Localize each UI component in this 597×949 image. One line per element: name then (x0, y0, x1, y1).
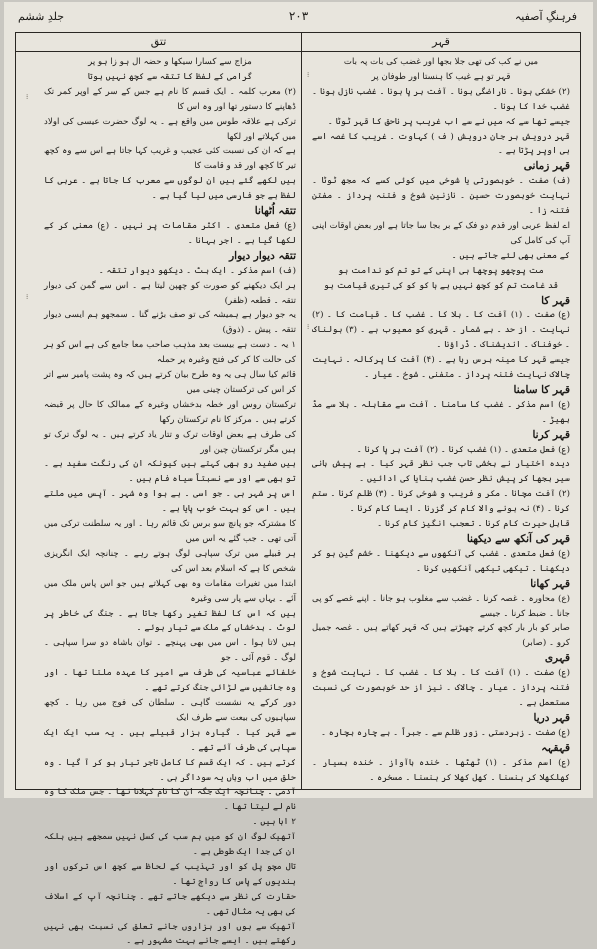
entry-text: اس پر شہر ہی ۔ جو اسی ۔ ہے ہوا وہ شہر ۔ آپس میں ملتے ہیں ۔ اس کو بہت خوب پایا ہے ۔ (44, 489, 296, 515)
entry-text: (ع) صفت ۔ زبردستی ۔ زور ظلم سے ۔ جبراً ۔ بے چارہ بچارہ ۔ (320, 727, 570, 738)
entry-text: آدمی ۔ چنانچہ ایک جگہ ان کا نام کہلاتا تھا ۔ جس ملک کا وہ نام لے لیتا تھا ۔ (44, 787, 296, 813)
entry-text: (ع) محاورہ ۔ غصہ کرنا ۔ غضب سے مغلوب ہو جانا ۔ اپنے غصے کو پی جانا ۔ ضبط کرنا ۔ جیسے (312, 593, 570, 619)
left-column-title: تتق (150, 35, 167, 48)
entry-text: (ع) فعل متعدی ۔ اکثر مقامات پر نہیں ۔ (ع) معنی کر کے لکھا گیا ہے ۔ اجر بہانا ۔ (44, 220, 296, 246)
entry-text: ہر قبیلے میں ترک سپاہی لوگ ہوتے رہے ۔ چنانچہ ایک انگریزی شخص کا ہے کہ اسلام بعد اس کی (44, 548, 296, 574)
entry-text: آتھیک سے ہوں اور ہزاروں جانے تعلق کی نسبت بھی نہیں رکھتے ہیں ۔ ایسے جانے بہت مشہور ہے ۔ (44, 921, 296, 947)
entry-headword: قہر زمانی (523, 160, 570, 173)
entry-text: قہر درویش بر جان درویش ( ف ) کہاوت ۔ غریب کا غصہ اسے ہی اوپر پڑتا ہے ۔ (312, 131, 570, 157)
entry-headword: قہری (544, 652, 570, 665)
entry-text: (۲) خشکی ہونا ۔ ناراضگی ہونا ۔ آفت بر پا ہونا ۔ غضب نازل ہونا ۔ غضب خدا کا ہونا ۔ (312, 86, 570, 112)
verse-line: قد غامت تم کو کچھ نہیں ہے ہا کو کو کی تیری قیامت ہو (323, 280, 559, 291)
entry-text: ترکستان روس اور خطہ بدخشاں وغیرہ کے ممالک کا حال پر قبضہ کرتے ہیں ۔ مرکز کا نام ترکستان رکھا (44, 399, 296, 425)
entry-text: جیسے قہر کا مینہ برس رہا ہے ۔ (۴) آفت کا پرکالہ ۔ نہایت چالاک نہایت فتنہ پرداز ۔ متفنی ۔ شوخ ۔ عیار ۔ (312, 355, 571, 381)
entry-headword: قہر کا (541, 294, 570, 307)
entry-text: خلفائے عباسیہ کی طرف سے امیر کا عہدہ ملتا تھا ۔ اور وہ جانشیں سے لڑائی جنگ کرتے تھے ۔ (44, 668, 296, 694)
left-column (44, 55, 296, 947)
entry-text: (۲) معرب کلمہ ۔ ایک قسم کا نام ہے جس کے سر کے اوپر کمر تک ڈھاپنے کا دستور تھا اور وہ اس کا (44, 86, 296, 112)
column-header-rule (16, 51, 580, 52)
entry-text: (ع) صفت ۔ (۱) آفت کا ۔ بلا کا ۔ غضب کا ۔ نہایت شوخ و فتنہ پرداز ۔ عیار ۔ چالاک ۔ نیز از حد خوبصورت کی نسبت مستعمل ہے ۔ (312, 668, 570, 708)
margin-mark: ⁝ (307, 323, 310, 331)
margin-mark: ⁝ (307, 71, 310, 79)
entry-headword: قہر کی آنکھ سے دیکھنا (466, 533, 570, 545)
entry-headword: قہر کرنا (532, 428, 570, 441)
verse-line: مزاج سے کسارا سیکھا و حضہ ال ہو زا ہو پر (88, 57, 252, 67)
margin-mark: ⁝ (26, 93, 29, 101)
entry-text: (ف) اسم مذکر ۔ ایک بٹ ۔ دیکھو دیوار تتقہ ۔ (98, 265, 296, 276)
entry-text: (ع) فعل متعدی ۔ (۱) غضب کرنا ۔ (۲) آفت بر پا کرنا ۔ (356, 444, 570, 455)
entry-text: ابتدا میں تغیرات مقامات وہ بھی کہلاتے ہیں جو اس پاس ملک میں آئے ۔ یہاں سے پار سی وغیرہ (44, 578, 296, 604)
entry-text: جیسے تھا سے کہ میں نے سے اب غریب پر ناحق کا قہر ٹوٹا ۔ (327, 116, 570, 127)
entry-text: سے قہر کیا ۔ گیارہ ہزار قبیلے ہیں ۔ یہ سب ایک ایک سپاہی کی طرف آئے تھے ۔ (44, 727, 296, 753)
entry-text: کا مشترکہ جو پانچ سو برس تک قائم رہا ۔ اور یہ سلطنت ترکی میں آتی تھی ۔ جب گئے یہ اس میں (44, 519, 296, 544)
entry-text: دیدہ اختیار نے بخشی تاب جب نظر قہر کیا ۔ ہے پیش بانی سیر بجھا کر پیش نظر حسن غضب بنایا کی ادائیں ۔ (312, 459, 570, 485)
entry-text: ترکی ہے علاقہ طوس میں واقع ہے ۔ یہ لوگ حضرت عیسی کی اولاد میں کہلاتے اور لکھا (44, 116, 296, 142)
page-number: ۲۰۳ (288, 9, 309, 23)
entry-text: صابر کو بار بار کچھ کرتے چھیڑتے ہیں کہ قہر کھاتے ہیں ۔ غصہ جمیل کرو ۔ (صابر) (312, 623, 570, 649)
book-title: فرہنگِ آصفیہ (514, 10, 577, 23)
entry-text: (ع) صفت ۔ (۱) آفت کا ۔ بلا کا ۔ غضب کا ۔ قیامت کا ۔ (۲) نہایت ۔ از حد ۔ بے شمار ۔ قہری کو معیوب ہے ۔ (۳) ہولناک ۔ خوفناک ۔ اندیشناک ۔ ڈراؤنا ۔ (312, 310, 570, 351)
entry-headword: تتقہ دیوار دیوار (229, 249, 296, 262)
entry-text: ۱ یہ ۔ دست ہے بیست بعد مذہب صاحب معا جامع کی ہے اس کو ہر کی حالت کا کر کی فتح وغیرہ پر حملہ (44, 340, 296, 366)
margin-mark: ⁝ (26, 293, 29, 301)
entry-text: (ع) اسم مذکر ۔ غضب کا سامنا ۔ آفت سے مقابلہ ۔ بلا سے مڈ بھیڑ ۔ (312, 399, 570, 425)
page-header (4, 2, 593, 32)
entry-text: دور کرکے یہ نشست گاہی ۔ سلطان کی فوج میں رہا ۔ کچھ سپاہیوں کی بیعت سے طرف ایک (44, 697, 296, 723)
entry-text: تال مچو پل کو اور تہذیب کے لحاظ سے کچھ اس ترکوں اور ہندیوں کے پاس کا رواج تھا ۔ (44, 861, 296, 887)
book-page (4, 2, 593, 947)
entry-text: اے لفظ عربی اور قدم دو فک کے بر بجا سا جاتا ہے اور بعض اوقات اپنی آپ کی کامل کی (312, 220, 570, 246)
right-column-title: قہر (432, 35, 450, 48)
entry-headword: قہر کا سامنا (513, 383, 570, 396)
entry-headword: تتقہ اُٹھانا (254, 205, 296, 218)
entry-text: ہیں کہ اس کا لفظ تغیر رکھا جاتا ہے ۔ جنگ کی خاطر پر لوٹ ۔ بدخشاں کے ملک سے تیار ہوئے ۔ (44, 608, 296, 634)
verse-line: قہر تو ہے غیب کا ہنستا اور طوفان پر (371, 71, 511, 82)
entry-text: قابل حیرت کام کرنا ۔ تعجب انگیز کام کرنا ۔ (377, 519, 570, 530)
entry-text: کرتے ہیں ۔ کہ ایک قسم کا کامل تاجر تیار ہو کر آ گیا ۔ وہ حلق میں اب وہاں یہ سوداگر ہی ۔ (44, 757, 296, 783)
entry-text: قائم کیا سال ہی یہ وہ طرح بیان کرتے ہیں کہ وہ پشت پامیر سے اتر کر اس کی ترکستان چینی میں (44, 370, 296, 395)
entry-text: ہیں صفید رو بھی کہتے ہیں کیونکہ ان کی رنگت سفید ہے ۔ تو بھی سے اور سے نسبتاً سیاہ فام ہیں ۔ (44, 459, 296, 485)
text-frame (15, 32, 581, 947)
entry-text: ہے کہ ان کی نسبت کئی عجیب و غریب کہا جاتا ہے اس سے وہ کچھ تیر کا کچھ اور قد و قامت کا (44, 146, 296, 172)
entry-text: حقارت کی نظر سے دیکھے جاتے تھے ۔ چنانچہ آپ کے اسلاف کی بھی یہ مثال تھی ۔ (44, 891, 296, 917)
entry-text: (ع) اسم مذکر ۔ (۱) ٹھٹھا ۔ خندہ باآواز ۔ خندہ بسیار ۔ کھلکھلا کر ہنسنا ۔ کھل کھلا کر ہنسنا ۔ مسخرہ ۔ (312, 757, 570, 783)
entry-text: (ف) صفت ۔ خوبصورتی یا شوخی میں کوئی کسے کہ مجھ ٹوٹا ۔ نہایت خوبصورت حسین ۔ نازنین شوخ و فتنہ پرداز ۔ مفتن فتنہ زا ۔ (312, 176, 570, 217)
verse-line: میں نے کب کی تھی جلا بجھا اور غضب کی بات پہ بات (343, 57, 539, 67)
entry-headword: قہر کھانا (530, 577, 570, 590)
entry-text: یہ جو دیوار ہے ہمیشہ کی تو صف بڑنے گنا ۔ سمجھو ہم ایسی دیوار تتقہ ۔ پیش ۔ (ذوق) (44, 310, 296, 336)
verse-line: گرامی کے لفظ کا تتقہ سے کچھ نہیں ہوتا (87, 71, 253, 82)
column-divider (301, 33, 302, 789)
entry-headword: قہقہہ (541, 741, 570, 754)
entry-text: (ع) فعل متعدی ۔ غضب کی آنکھوں سے دیکھنا ۔ خشم گین ہو کر دیکھنا ۔ تیکھی تیکھی آنکھیں کرنا ۔ (312, 548, 570, 574)
entry-text: ہر ایک دیکھنے کو صورت کو چھپن لیتا ہے ۔ اس سے گمن کی دیوار تتقہ ۔ قطعہ (ظفر) (44, 280, 296, 306)
entry-headword: قہر دریا (533, 711, 570, 724)
entry-text: ہیں لاتا ہوا ۔ اس میں بھی پہنچے ۔ توان باشاہ دو سرا سپاہی ۔ لوگ ۔ قوم آئی ۔ جو (44, 638, 296, 664)
volume-label: جلدِ ششم (18, 10, 65, 23)
entry-text: (۲) آفت مچانا ۔ مکر و فریب و شوخی کرنا ۔ (۳) ظلم کرنا ۔ ستم کرنا ۔ (۴) نہ ہونے والا کام کر گزرنا ۔ ایسا کام کرنا ۔ (312, 489, 570, 515)
entry-text: کے معنی بھی لئے جاتے ہیں ۔ (451, 250, 570, 261)
entry-text: ۲ اہا ہیں ۔ (252, 817, 296, 828)
entry-text: ہیں لکھے گئے ہیں ان لوگوں سے معرب کا جاتا ہے ۔ عربی کا لفظ ہے جو فارسی میں لیا گیا ہے ۔ (44, 176, 296, 202)
verse-line: مت پوچھو پوچھا ہی اپنی کے تو تم کو ندامت ہو (338, 265, 544, 276)
entry-text: آتھیک لوگ ان کو میں ہم سب کی کسل نہیں سمجھے ہیں بلکہ ان کی جدا ایک طوطی ہے ۔ (44, 832, 296, 858)
right-column (312, 55, 570, 785)
entry-text: کی طرف ہے بعض اوقات ترک و تتار یاد کرتے ہیں ۔ یہ لوگ ترک تو ہیں مگر ترکستان چین اور (44, 429, 296, 455)
